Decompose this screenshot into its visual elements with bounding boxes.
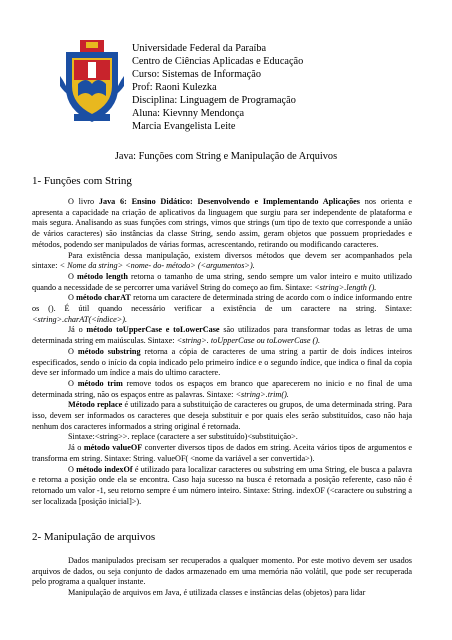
paragraph-replace-syntax: Sintaxe:<string>>. replace (caractere a ser substituído)<substituição>. [68, 432, 298, 442]
paragraph-files-java: Manipulação de arquivos em Java, é utilizada classes e instâncias delas (objetos) para lidar [68, 588, 366, 598]
header-center: Centro de Ciências Aplicadas e Educação [132, 56, 304, 67]
paragraph-substring: O método substring retorna a cópia de caracteres de uma string a partir de dois índices inteiros especificados, sendo o início da copia indicado pelo primeiro índice e o segundo índice, que indica o final da copia deve ser informado um índice a mais do ultimo caractere. [32, 346, 412, 378]
section-1-body [32, 197, 412, 507]
paragraph-files-intro: Dados manipulados precisam ser recuperados a qualquer momento. Por este motivo devem ser usados arquivos de dados, ou seja conjunto de dados armazenado em uma memória não volátil, que pode ser recuperada pelo programa a qualquer instante. [32, 556, 412, 587]
paragraph-indexof: O método indexOf é utilizado para localizar caracteres ou substring em uma String, ele busca a palavra e retorna a posição onde ela se encontra. Caso haja sucesso na busca é retornada a posição referente, caso não é retornado um valor -1, seu retorno sempre é um número inteiro. Sintaxe: String. indexOF (<caractere ou substring a ser localizada [posição inicial]>). [32, 464, 412, 506]
section-2-heading: 2- Manipulação de arquivos [32, 531, 156, 543]
header-student-1: Aluna: Kievnny Mendonça [132, 108, 245, 119]
paragraph-replace: Método replace é utilizado para a substituição de caracteres ou grupos, de uma determinada string. Para isso, devem ser informados os caracteres que deseja substituir e por quais eles serão substituídos, caso não haja nenhum dos caracteres informados a string original é retornada. [32, 400, 412, 431]
paragraph-valueof: Já o método valueOF converter diversos tipos de dados em string. Aceita vários tipos de argumentos e transforma em string. Sintaxe: String. valueOF( <nome da variável a ser convertida>). [32, 443, 412, 463]
header-student-2: Marcia Evangelista Leite [132, 121, 236, 132]
header-university: Universidade Federal da Paraíba [132, 43, 267, 54]
university-crest-logo [60, 40, 124, 124]
header-professor: Prof: Raoni Kulezka [132, 82, 217, 93]
document-title: Java: Funções com String e Manipulação de Arquivos [114, 151, 338, 162]
paragraph-intro: O livro Java 6: Ensino Didático: Desenvolvendo e Implementando Aplicações nos orienta e apresenta a capacidade na criação de aplicativos da linguagem que surgiu para ser independente de plataforma e mais segura. Analisando as suas funções com strings, vimos que strings (um tipo de texto que corresponde a união de vários caracteres) são instâncias da classe String, sendo assim, geram objetos que possuem propriedades e métodos, podendo ser manipulados de várias formas, acrescentando, retirando ou modificando caracteres. [32, 197, 412, 249]
paragraph-charat: O método charAT retorna um caractere de determinada string de acordo com o índice informando entre os (). É útil quando necessário verificar a existência de um caractere na string. Sintaxe: <string>.charAT(<índice>). [32, 293, 412, 324]
section-1-heading: 1- Funções com String [32, 175, 132, 187]
header-course: Curso: Sistemas de Informação [132, 69, 261, 80]
paragraph-trim: O método trim remove todos os espaços em branco que aparecerem no inicio e no final de uma determinada string, não os espaços entre as palavras. Sintaxe: <string>.trim(). [32, 378, 412, 399]
paragraph-case: Já o método toUpperCase e toLowerCase são utilizados para transformar todas as letras de uma determinada string em maiúsculas. Sintaxe: <string>. toUpperCase ou toLowerCase (). [32, 325, 413, 346]
header-discipline: Disciplina: Linguagem de Programação [132, 95, 296, 106]
paragraph-length: O método length retorna o tamanho de uma string, sendo sempre um valor inteiro e muito utilizado quando a necessidade de se percorrer uma variável String do começo ao fim. Sintaxe: <string>.length (). [32, 271, 412, 292]
institution-header [132, 42, 432, 133]
paragraph-syntax: Para existência dessa manipulação, existem diversos métodos que devem ser acompanhados pela sintaxe: < Nome da string> <nome- do- método> (<argumentos>). [32, 250, 412, 271]
section-2-body [32, 556, 412, 599]
